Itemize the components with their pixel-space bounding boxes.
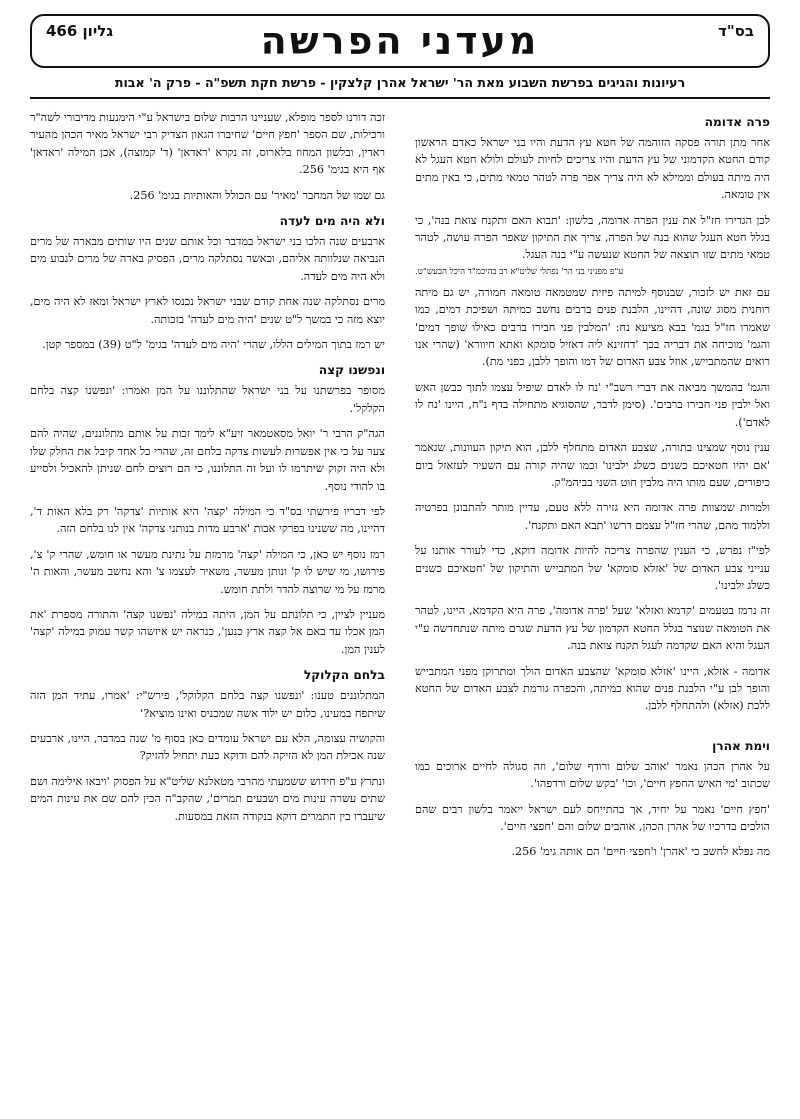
paragraph: מרים נסתלקה שנה אחת קודם שבני ישראל נכנסו לארץ ישראל ומאז לא היה מים, יוצא מזה כי במשך ל"ט שנים 'היה מים לעדה' בזכותה. [30, 295, 385, 326]
paragraph: ולמרות שמצוות פרה אדומה היא גזירה ללא טעם, עדיין מותר להתבונן בפרטיה וללמוד מהם, שהרי חז"ל עצמם דרשו 'תבא האם ותקנח'. [415, 501, 770, 532]
paragraph: מה נפלא לחשב כי 'אהרן' ו'חפצי חיים' הם אותה גימ' 256. [511, 845, 770, 859]
paragraph: והקושיה עצומה, הלא עם ישראל עומדים כאן בסוף מ' שנה במדבר, היינו, ארבעים שנה אכילת המן לא הזיקה להם ודוקא כעת יתחיל להזיק? [30, 731, 385, 763]
left-column [30, 109, 385, 1119]
section-heading: בלחם הקלוקל [303, 668, 385, 683]
section-heading: וימת אהרן [712, 738, 770, 753]
masthead [30, 14, 770, 68]
header-divider [30, 97, 770, 99]
section-spacer [415, 723, 770, 733]
paragraph: הגה"ק הרבי ר' יואל מסאטמאר זיע"א לימד זכות על אותם מתלוננים, שהיה להם צער על כי אין אפשרות לעשות צדקה בלחם זה, שהרי כל אחד קיבל את החלק שלו ולא היה זקוק שיתרמו לו ועל זה התלוננו, כי הם רוצים לחם שניתן להאכיל ולסייע בו להודי נוסף. [30, 427, 385, 493]
paragraph: ענין נוסף שמצינו בתורה, שצבע האדום מתחלף ללבן, הוא תיקון העוונות, שנאמר 'אם יהיו חטאיכם כשנים כשלג ילבינו' וכמו שהיה קורה עם השעיר לעזאזל ביום כיפורים, שעם מותו היה מלבין חוט השני בביהמ"ק. [415, 441, 770, 489]
paragraph: לכן הגדירו חז"ל את ענין הפרה אדומה, בלשון: 'תבוא האם ותקנח צואת בנה', כי בגלל חטא העגל שהוא בנה של הפרה, צריך את התיקון שאפר הפרה עושה, לטהר טמאי מתים שזו תוצאה של החטא שנעשה ע"י בנה העגל. [415, 213, 770, 262]
paragraph: על אהרן הכהן נאמר 'אוהב שלום ורודף שלום', וזה סגולה לחיים ארוכים כמו שכתוב 'מי האיש החפץ חיים', וכו' 'בקש שלום ורדפהו'. [415, 759, 770, 791]
paragraph: לפי"ז נפרש, כי הענין שהפרה צריכה להיות אדומה דוקא, כדי לעורר אותנו על ענייני צבע האדום של 'אזלא סומקא' של המתבייש והתיקון של 'חטאיכם כשנים כשלג ילבינו'. [415, 544, 770, 592]
paragraph: לפי דבריו פירשתי בס"ד כי המילה 'קצה' היא אותיות 'צדקה' רק בלא האות ד', דהיינו, מה ששנינו בפרקי אבות 'ארבע מדות בנותני צדקה' אין לנו בלחם הזה. [30, 504, 385, 536]
paragraph: מסופר בפרשתנו על בני ישראל שהתלוננו על המן ואמרו: 'ונפשנו קצה בלחם הקלקל'. [30, 384, 385, 415]
paragraph: יש רמז בתוך המילים הללו, שהרי 'היה מים לעדה' בגימ' ל"ט (39) במספר קטן. [42, 338, 385, 352]
newsletter-subtitle: רעיונות והגיגים בפרשת השבוע מאת הר' ישראל אהרן קלצקין - פרשת חקת תשפ"ה - פרק ה' אבות [114, 75, 686, 90]
section-heading: פרה אדומה [704, 115, 770, 129]
section-heading: ונפשנו קצה [318, 363, 385, 378]
paragraph: זכה דורנו לספר מופלא, שעניינו הרבות שלום בישראל ע"י הימנעות מדיבורי לשה"ר ורכילות, שם הספר 'חפץ חיים' שחיברו הגאון הצדיק רבי ישראל מאיר הכהן מהעיר ראדין, ובלשון המחוז בלארוס, זה נקרא 'ראדאן' (ד' קמוצה), אכן המילה 'ראדאן' אף היא בגימ' 256. [30, 111, 385, 177]
bsd-mark: בס"ד [718, 22, 754, 40]
paragraph: ונתרץ ע"פ חידוש ששמעתי מהרבי מטאלנא שליט"א על הפסוק 'ויבאו אילימה ושם שתים עשרה עינות מים ושבעים תמרים', שהקב"ה הכין להם שם את עינות המים שיעברו בין התמרים דוקא בנקודה הזאת במסעות. [30, 774, 385, 823]
paragraph: רמז נוסף יש כאן, כי המילה 'קצה' מרמזת על נתינת מעשר או חומש, שהרי ק' צ', פירושו, מי שיש לו ק' ונותן מעשר, משאיר לעצמו צ' והא נחשב מעשר, והאות ה' מרמז על מי שרוצה להדר ולתת חומש. [30, 547, 385, 596]
paragraph: גם שמו של המחבר 'מאיר' עם הכולל והאותיות בגימ' 256. [129, 188, 385, 202]
paragraph: מעניין לציין, כי תלונתם על המן, היתה במילה 'נפשנו קצה' והתורה מספרת 'את המן אכלו עד באם אל קצה ארץ כנען', כנראה יש איזשהו קשר עמוק במילה 'קצה' לענין המן. [30, 607, 385, 656]
article-columns [30, 109, 770, 1119]
source-citation: ע"פ מפניני בני הר' נפתלי שליט"א רב בהיכמ"ד היכל הבעש"ט. [415, 266, 624, 277]
section-heading: ולא היה מים לעדה [279, 214, 385, 229]
paragraph: אחר מתן תורה פסקה הזוהמה של חטא עץ הדעת והיו בני ישראל כאדם הראשון קודם החטא הקדמוני של עץ הדעת והיו צריכים לחיות לעולם ולולא חטא העגל לא היה מיתה בעולם וממילא לא היה צריך אפר פרה לטהר טמאי מתים, כי באין מתים אין טומאה. [415, 136, 770, 202]
paragraph: עם זאת יש לזכור, שבנוסף למיתה פיזית שמטמאה טומאה חמורה, יש גם מיתה רוחנית מסוג שונה, דהיינו, הלבנת פנים ברבים נחשב כמיתה ושפיכת דמים, כמו שאמרו חז"ל בגמ' בבא מציעא נח: 'המלבין פני חבירו ברבים כאילו שופך דמים' והגמ' מוכיחה את דבריה בכך 'דחזינא ליה דאזיל סומקא ואתא חיוורא' (שהרי אנו רואים שהמתבייש, אוזל צבע האדום של דמו והופך ללבן, כפני מת). [415, 285, 770, 369]
paragraph: המתלוננים טענו: 'ונפשנו קצה בלחם הקלוקל', פירש"י: 'אמרו, עתיד המן הזה שיתפח במעינו, כלום יש ילוד אשה שמכניס ואינו מוציא?' [30, 689, 385, 720]
paragraph: 'חפץ חיים' נאמר על יחיד, אך בהתייחס לעם ישראל ייאמר בלשון רבים שהם הולכים בדרכיו של אהרן הכהן, אוהבים שלום והם 'חפצי חיים'. [415, 802, 770, 833]
newsletter-title: מעדני הפרשה [260, 19, 540, 63]
right-column [415, 109, 770, 1119]
issue-number: גליון 466 [46, 22, 114, 40]
paragraph: ארבעים שנה הלכו בני ישראל במדבר וכל אותם שנים היו שותים מבארה של מרים הנביאה שנלוותה אליהם, וכאשר נסתלקה מרים, הפסיק בארה של מרים לנבוע מים ולא היה מים לעדה. [30, 235, 385, 283]
paragraph: זה נרמז בטעמים 'קדמא ואזלא' שעל 'פרה אדומה', פרה היא הקדמא, היינו, לטהר את הטומאה שנוצר בגלל החטא הקדמון של עץ הדעת שגרם מיתה שנתחדשה ע"י העגל והיא האם שקדמה לעגל תקנח צואת בנה. [415, 604, 770, 653]
paragraph: אדומה - אזלא, היינו 'אזלא סומקא' שהצבע האדום הולך ומתרוקן מפני המתבייש והופך לבן ע"י הלבנת פנים שהוא כמיתה, והכפרה גורמת לצבע האדום של החטא ללכת (אזלא) ולהתחלף ללבן. [415, 664, 770, 713]
paragraph: והגמ' בהמשך מביאה את דברי רשב"י 'נח לו לאדם שיפיל עצמו לתוך כבשן האש ואל ילבין פני חבירו ברבים'. (סימן לדבר, שהסוגיא מתחילה בדף נ"ח, היינו 'נח לו לאדם'). [415, 380, 770, 429]
